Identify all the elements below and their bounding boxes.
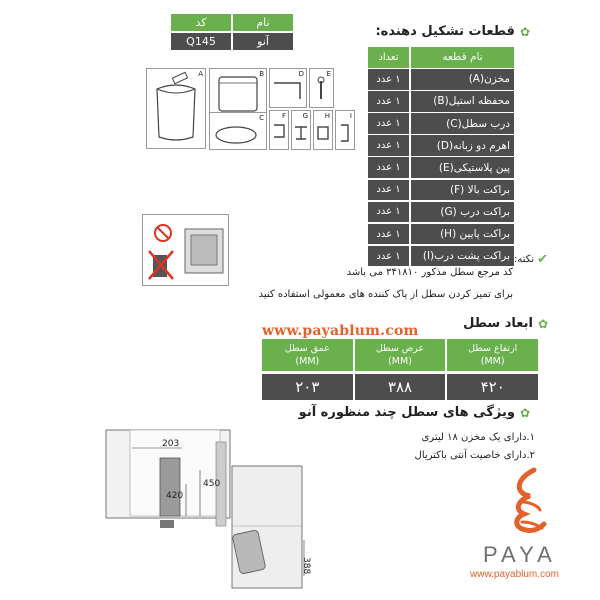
flower-icon: ✿: [537, 316, 548, 331]
parts-title: قطعات تشکیل دهنده:: [375, 24, 515, 39]
depth-value: ۲۰۳: [262, 374, 355, 400]
name-code-table: [170, 13, 294, 51]
part-c-label: C: [259, 114, 264, 122]
qty-column-header: تعداد: [368, 47, 409, 68]
name-code-value-row: [170, 32, 294, 51]
no-abrasive-cleaner-icon: [143, 215, 228, 285]
depth-header: [262, 339, 355, 371]
table-row: [368, 180, 514, 201]
technical-drawing: [104, 428, 316, 592]
part-d-label: D: [298, 70, 304, 78]
bin-container-icon: [147, 69, 205, 148]
depth-label: عمق سطل: [284, 343, 330, 354]
part-qty: ۱ عدد: [368, 91, 409, 112]
table-row: [368, 202, 514, 223]
width-unit: (MM): [388, 356, 412, 367]
table-row: [368, 135, 514, 156]
features-title: ویژگی های سطل چند منظوره آنو: [298, 405, 515, 420]
part-a-label: A: [198, 70, 203, 78]
watermark-url: www.payablum.com: [262, 323, 419, 339]
height-label: ارتفاع سطل: [468, 343, 518, 354]
part-e-label: E: [326, 70, 331, 78]
dimensions-value-row: [262, 374, 538, 400]
code-header: کد: [170, 13, 232, 32]
feature-item: ۲.دارای خاصیت آنتی باکتریال: [414, 450, 535, 461]
depth-unit: (MM): [295, 356, 320, 367]
part-d-image: [269, 68, 307, 108]
width-header: [355, 339, 448, 371]
part-qty: ۱ عدد: [368, 157, 409, 178]
steel-housing-icon: [210, 69, 266, 117]
notes-title-row: [514, 252, 548, 267]
part-g-image: [291, 110, 311, 150]
part-b-image: [209, 68, 267, 118]
note-line-2: برای تمیز کردن سطل از پاک کننده های معمولی استفاده کنید: [258, 289, 513, 300]
dim-388-label: 388: [301, 557, 311, 575]
table-row: [368, 157, 514, 178]
brand-url[interactable]: www.payablum.com: [470, 569, 559, 580]
part-name: براکت پایین (H): [411, 224, 514, 245]
part-qty: ۱ عدد: [368, 224, 409, 245]
flame-logo-icon: [500, 466, 560, 540]
part-qty: ۱ عدد: [368, 135, 409, 156]
cleaning-illustration: [142, 214, 229, 286]
flower-icon: ✿: [519, 405, 530, 420]
dimensions-heading: [463, 316, 548, 331]
lid-icon: [210, 113, 266, 149]
name-code-header-row: [170, 13, 294, 32]
dim-203-label: 203: [162, 439, 180, 449]
code-value: Q145: [170, 32, 232, 51]
table-row: [368, 224, 514, 245]
table-row: [368, 246, 514, 267]
note-line-1: کد مرجع سطل مذکور ۳۴۱۸۱۰ می باشد: [346, 267, 513, 278]
height-unit: (MM): [480, 356, 505, 367]
part-name: پین پلاستیکی(E): [411, 157, 514, 178]
width-value: ۳۸۸: [355, 374, 448, 400]
part-i-label: I: [349, 112, 352, 120]
width-label: عرض سطل: [375, 343, 425, 354]
part-name: براکت بالا (F): [411, 180, 514, 201]
part-h-image: [313, 110, 333, 150]
notes-title: نکته:: [514, 254, 535, 265]
table-row: [368, 69, 514, 90]
part-qty: ۱ عدد: [368, 180, 409, 201]
part-a-image: [146, 68, 206, 149]
part-qty: ۱ عدد: [368, 246, 409, 267]
part-name: درب سطل(C): [411, 113, 514, 134]
part-e-image: [309, 68, 334, 108]
part-name: اهرم دو زبانه(D): [411, 135, 514, 156]
part-f-image: [269, 110, 289, 150]
features-heading: [299, 405, 530, 420]
table-row: [368, 113, 514, 134]
parts-header-row: [368, 47, 514, 68]
paya-logo: [500, 466, 560, 540]
part-g-label: G: [302, 112, 308, 120]
part-qty: ۱ عدد: [368, 202, 409, 223]
part-f-label: F: [281, 112, 286, 120]
part-name: براکت درب (G): [411, 202, 514, 223]
flower-icon: ✿: [519, 24, 530, 39]
dim-450-label: 450: [203, 479, 221, 489]
cabinet-dimension-drawing: [104, 428, 316, 592]
dim-420-label: 420: [166, 491, 184, 501]
part-name: محفظه استیل(B): [411, 91, 514, 112]
part-c-image: [209, 112, 267, 150]
part-b-label: B: [259, 70, 264, 78]
part-qty: ۱ عدد: [368, 113, 409, 134]
part-name: براکت پشت درب(I): [411, 246, 514, 267]
brand-name: PAYA: [483, 542, 557, 567]
dimensions-title: ابعاد سطل: [463, 316, 533, 331]
dimensions-header-row: [262, 339, 538, 371]
name-value: آنو: [232, 32, 294, 51]
table-row: [368, 91, 514, 112]
feature-item: ۱.دارای یک مخزن ۱۸ لیتری: [421, 432, 535, 443]
parts-table: [368, 47, 514, 268]
check-icon: ✔: [537, 252, 548, 267]
name-column-header: نام قطعه: [411, 47, 514, 68]
part-qty: ۱ عدد: [368, 69, 409, 90]
height-value: ۴۲۰: [447, 374, 538, 400]
part-h-label: H: [324, 112, 330, 120]
name-header: نام: [232, 13, 294, 32]
parts-heading: [375, 24, 530, 39]
height-header: [447, 339, 538, 371]
part-name: مخزن(A): [411, 69, 514, 90]
dimensions-table: [262, 339, 538, 400]
part-i-image: [335, 110, 355, 150]
